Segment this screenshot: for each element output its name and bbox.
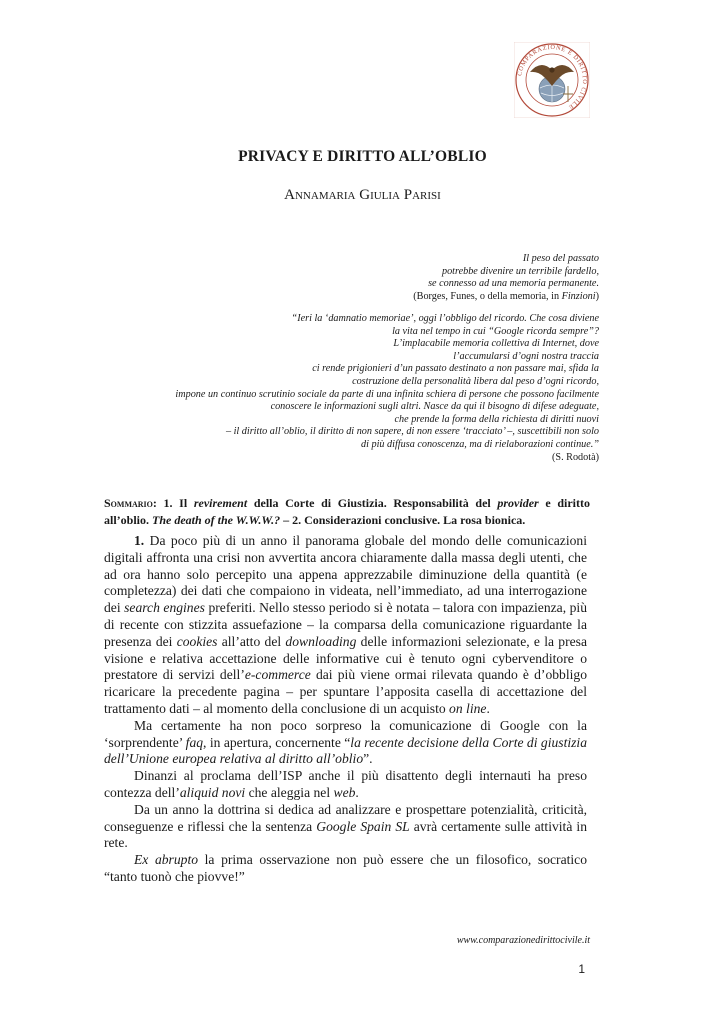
epigraph-line: costruzione della personalità libera dal peso d’ogni ricordo,	[352, 375, 599, 387]
epigraph-borges	[413, 253, 599, 303]
epigraph-line: impone un continuo scrutinio sociale da parte di una infinita schiera di persone che possono facilmente	[175, 388, 599, 400]
epigraph-line: che prende la forma della richiesta di diritti nuovi	[394, 413, 599, 425]
logo-ring-text: COMPARAZIONE E DIRITTO CIVILE	[516, 43, 589, 111]
paragraph: Ex abrupto la prima osservazione non può essere che un filosofico, socratico “tanto tuonò che piovve!”	[104, 852, 587, 884]
paragraph: Dinanzi al proclama dell’ISP anche il più disattento degli internauti ha preso contezza dell’aliquid novi che aleggia nel web.	[104, 768, 587, 800]
paragraph: Da un anno la dottrina si dedica ad analizzare e prospettare potenzialità, criticità, conseguenze e riflessi che la sentenza Google Spain SL avrà certamente sulle attività in rete.	[104, 801, 587, 851]
epigraph-line: l’accumularsi d’ogni nostra traccia	[453, 350, 599, 362]
section-number: 1.	[134, 533, 145, 548]
page-number: 1	[578, 962, 585, 976]
epigraph-line: conoscere le informazioni sugli altri. Nasce da qui il bisogno di difese adeguate,	[270, 401, 599, 413]
epigraph-line: potrebbe divenire un terribile fardello,	[441, 265, 599, 277]
epigraph-line: di più diffusa conoscenza, ma di rielaborazioni continue.”	[361, 438, 599, 450]
epigraph-source: (Borges, Funes, o della memoria, in Finzioni)	[413, 290, 599, 302]
epigraph-line: la vita nel tempo in cui “Google ricorda sempre”?	[392, 325, 599, 337]
epigraph-rodota	[175, 313, 599, 464]
epigraph-source: (S. Rodotà)	[552, 451, 599, 463]
paragraph: 1. Da poco più di un anno il panorama globale del mondo delle comunicazioni digitali affronta una crisi non avvertita ancora chiaramente dalla massa degli utenti, che ad ora hanno solo percepito una appena apprezzabile diminuzione della quantità (e completezza) dei dati che compaiono in videata, nell’immediato, ad una interrogazione dei search engines preferiti. Nello stesso periodo si è notata – talora con impazienza, più di recente con stizzita assuefazione – la comparsa della comunicazione riguardante la presenza dei cookies all’atto del downloading delle informazioni selezionate, e la presa visione e relativa accettazione delle informative cui è tenuto ogni cybervenditore o prestatore di servizi dell’e-commerce dai più viene ormai rilevata quando è d’obbligo ricaricare la precedente pagina – per spuntare l’apposita casella di accettazione del trattamento dati – al momento della conclusione di un acquisto on line.	[104, 533, 587, 716]
epigraph-line: ci rende prigionieri d’un passato destinato a non passare mai, sfida la	[312, 363, 599, 375]
epigraph-line: – il diritto all’oblio, il diritto di non sapere, di non essere ‘tracciato’ –, suscettibili non solo	[225, 426, 599, 438]
epigraph-line: “Ieri la ‘damnatio memoriae’, oggi l’obbligo del ricordo. Che cosa diviene	[291, 313, 599, 324]
epigraph-line: L’implacabile memoria collettiva di Internet, dove	[393, 338, 599, 350]
paragraph: Ma certamente ha non poco sorpreso la comunicazione di Google con la ‘sorprendente’ faq, in apertura, concernente “la recente decisione della Corte di giustizia dell’Unione europea relativa al diritto all’oblio”.	[104, 717, 587, 767]
journal-logo	[514, 42, 590, 118]
summary-label: Sommario:	[104, 496, 157, 510]
body-text	[104, 533, 587, 886]
footer-url: www.comparazionedirittocivile.it	[456, 935, 590, 946]
epigraph-line: Il peso del passato	[522, 253, 599, 264]
paper-author: Annamaria Giulia Parisi	[284, 187, 441, 203]
summary: Sommario: 1. Il revirement della Corte di Giustizia. Responsabilità del provider e diritto all’oblio. The death of the W.W.W.? – 2. Considerazioni conclusive. La rosa bionica.	[104, 496, 590, 527]
paper-title: PRIVACY E DIRITTO ALL’OBLIO	[238, 148, 487, 165]
epigraph-line: se connesso ad una memoria permanente.	[428, 278, 599, 290]
